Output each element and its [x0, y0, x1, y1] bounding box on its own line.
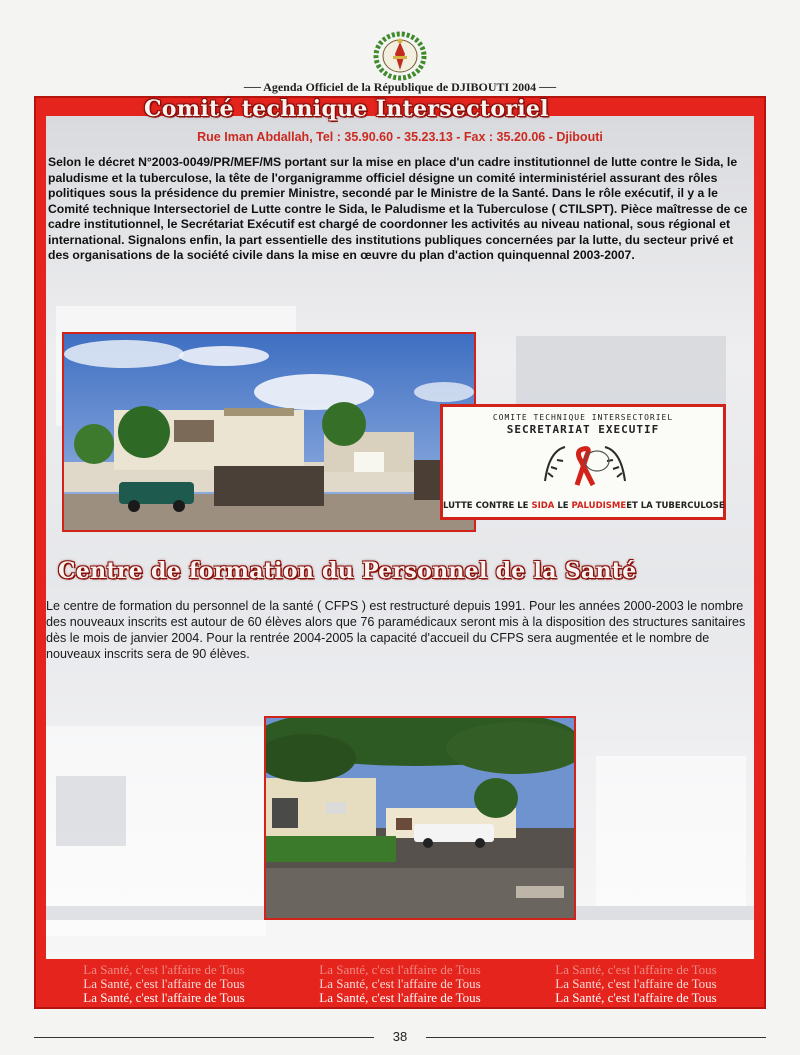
section-title-cfps: Centre de formation du Personnel de la Santé [58, 558, 637, 584]
comite-description: Selon le décret N°2003-0049/PR/MEF/MS portant sur la mise en place d'un cadre institutionnel de lutte contre le Sida, le paludisme et la tuberculose, la tête de l'organigramme officiel désigne un comité interministériel assurant des rôles politiques sous la présidence du premier Ministre, secondé par le Ministre de la Santé. Dans le rôle exécutif, il y a le Comité technique Intersectoriel de Lutte contre le Sida, le Paludisme et la Tuberculose ( CTILSPT). Pièce maîtresse de ce cadre institutionnel, le Secrétariat Exécutif est chargé de coordonner les activités au niveau national, sous régional et international. Signalons enfin, la part essentielle des institutions publiques concernées par la lutte, du secteur privé et des organisations de la société civile dans la mise en œuvre du plan d'action quinquennal 2003-2007. [48, 155, 748, 262]
cfps-description: Le centre de formation du personnel de la santé ( CFPS ) est restructuré depuis 1991. Pour les années 2000-2003 le nombre des nouveaux inscrits est autour de 60 élèves alors que 76 paramédicaux seront mis à la disposition des structures sanitaires dès le mois de janvier 2004. Pour la rentrée 2004-2005 la capacité d'accueil du CFPS sera augmentée et le nombre de nouveaux inscrits sera de 90 élèves. [46, 599, 746, 661]
page-number: 38 [392, 1029, 408, 1044]
republic-emblem-icon [372, 28, 428, 82]
sign-slogan: LUTTE CONTRE LE SIDA LE PALUDISMEET LA TUBERCULOSE [443, 501, 725, 511]
red-ribbon-logo-icon [535, 441, 635, 491]
agenda-header: ── Agenda Officiel de la République de DJIBOUTI 2004 ── [243, 80, 557, 94]
slogan-text: La Santé, c'est l'affaire de Tous [555, 990, 717, 1005]
comite-building-photo [62, 332, 476, 532]
sign-secretariat-text: SECRETARIAT EXECUTIF [506, 423, 660, 436]
slogan-text: La Santé, c'est l'affaire de Tous [83, 962, 245, 977]
cfps-building-photo [264, 716, 576, 920]
comite-address: Rue Iman Abdallah, Tel : 35.90.60 - 35.23.13 - Fax : 35.20.06 - Djibouti [197, 130, 603, 144]
secretariat-sign [440, 404, 726, 520]
slogan-text: La Santé, c'est l'affaire de Tous [555, 976, 717, 991]
slogan-text: La Santé, c'est l'affaire de Tous [319, 990, 481, 1005]
sign-committee-text: COMITE TECHNIQUE INTERSECTORIEL [492, 413, 674, 422]
slogan-text: La Santé, c'est l'affaire de Tous [319, 976, 481, 991]
building-photo-image [64, 334, 474, 530]
slogan-text: La Santé, c'est l'affaire de Tous [555, 962, 717, 977]
slogan-text: La Santé, c'est l'affaire de Tous [319, 962, 481, 977]
section-title-comite: Comité technique Intersectoriel [144, 96, 549, 122]
slogan-text: La Santé, c'est l'affaire de Tous [83, 976, 245, 991]
cfps-photo-image [266, 718, 574, 918]
slogan-text: La Santé, c'est l'affaire de Tous [83, 990, 245, 1005]
slogan-row-3 [46, 990, 754, 1006]
